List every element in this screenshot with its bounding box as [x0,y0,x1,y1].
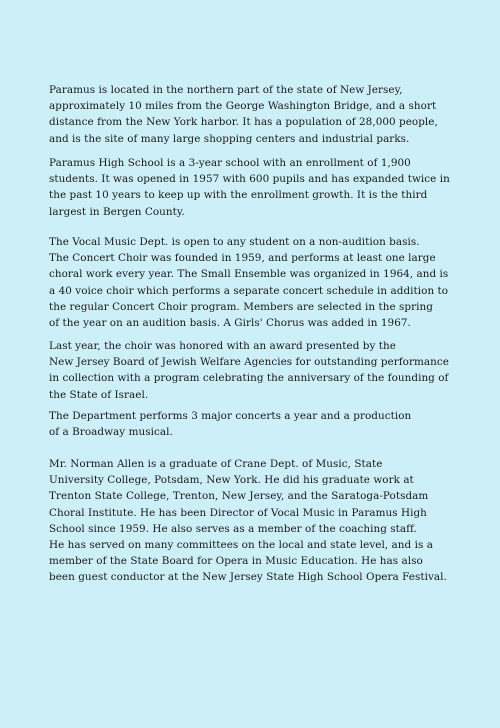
paragraph-director-bio: Mr. Norman Allen is a graduate of Crane Dept. of Music, State University College, Potsdam, New York. He did his graduate work at Trenton State College, Trenton, New Jersey, and the Saratoga-Potsdam Choral Institute. He has been Director of Vocal Music in Paramus High School since 1959. He also serves as a member of the coaching staff. He has served on many committees on the local and state level, and is a member of the State Board for Opera in Music Education. He has also been guest conductor at the New Jersey State High School Opera Festival. [49,458,447,584]
paragraph-choir-award: Last year, the choir was honored with an award presented by the New Jersey Board of Jewish Welfare Agencies for outstanding performance in collection with a program celebrating the anniversary of the founding of the State of Israel. [49,340,449,401]
paragraph-high-school: Paramus High School is a 3-year school with an enrollment of 1,900 students. It was opened in 1957 with 600 pupils and has expanded twice in the past 10 years to keep up with the enrollment growth. It is the third largest in Bergen County. [49,157,450,218]
paragraph-vocal-music-dept: The Vocal Music Dept. is open to any student on a non-audition basis. The Concert Choir was founded in 1959, and performs at least one large choral work every year. The Small Ensemble was organized in 1964, and is a 40 voice choir which performs a separate concert schedule in addition to the regular Concert Choir program. Members are selected in the spring of the year on an audition basis. A Girls' Chorus was added in 1967. [49,236,449,330]
paragraph-paramus-location: Paramus is located in the northern part of the state of New Jersey, approximately 10 miles from the George Washington Bridge, and a short distance from the New York harbor. It has a population of 28,000 people, and is the site of many large shopping centers and industrial parks. [49,84,438,145]
paragraph-concerts: The Department performs 3 major concerts a year and a production of a Broadway musical. [49,410,412,439]
